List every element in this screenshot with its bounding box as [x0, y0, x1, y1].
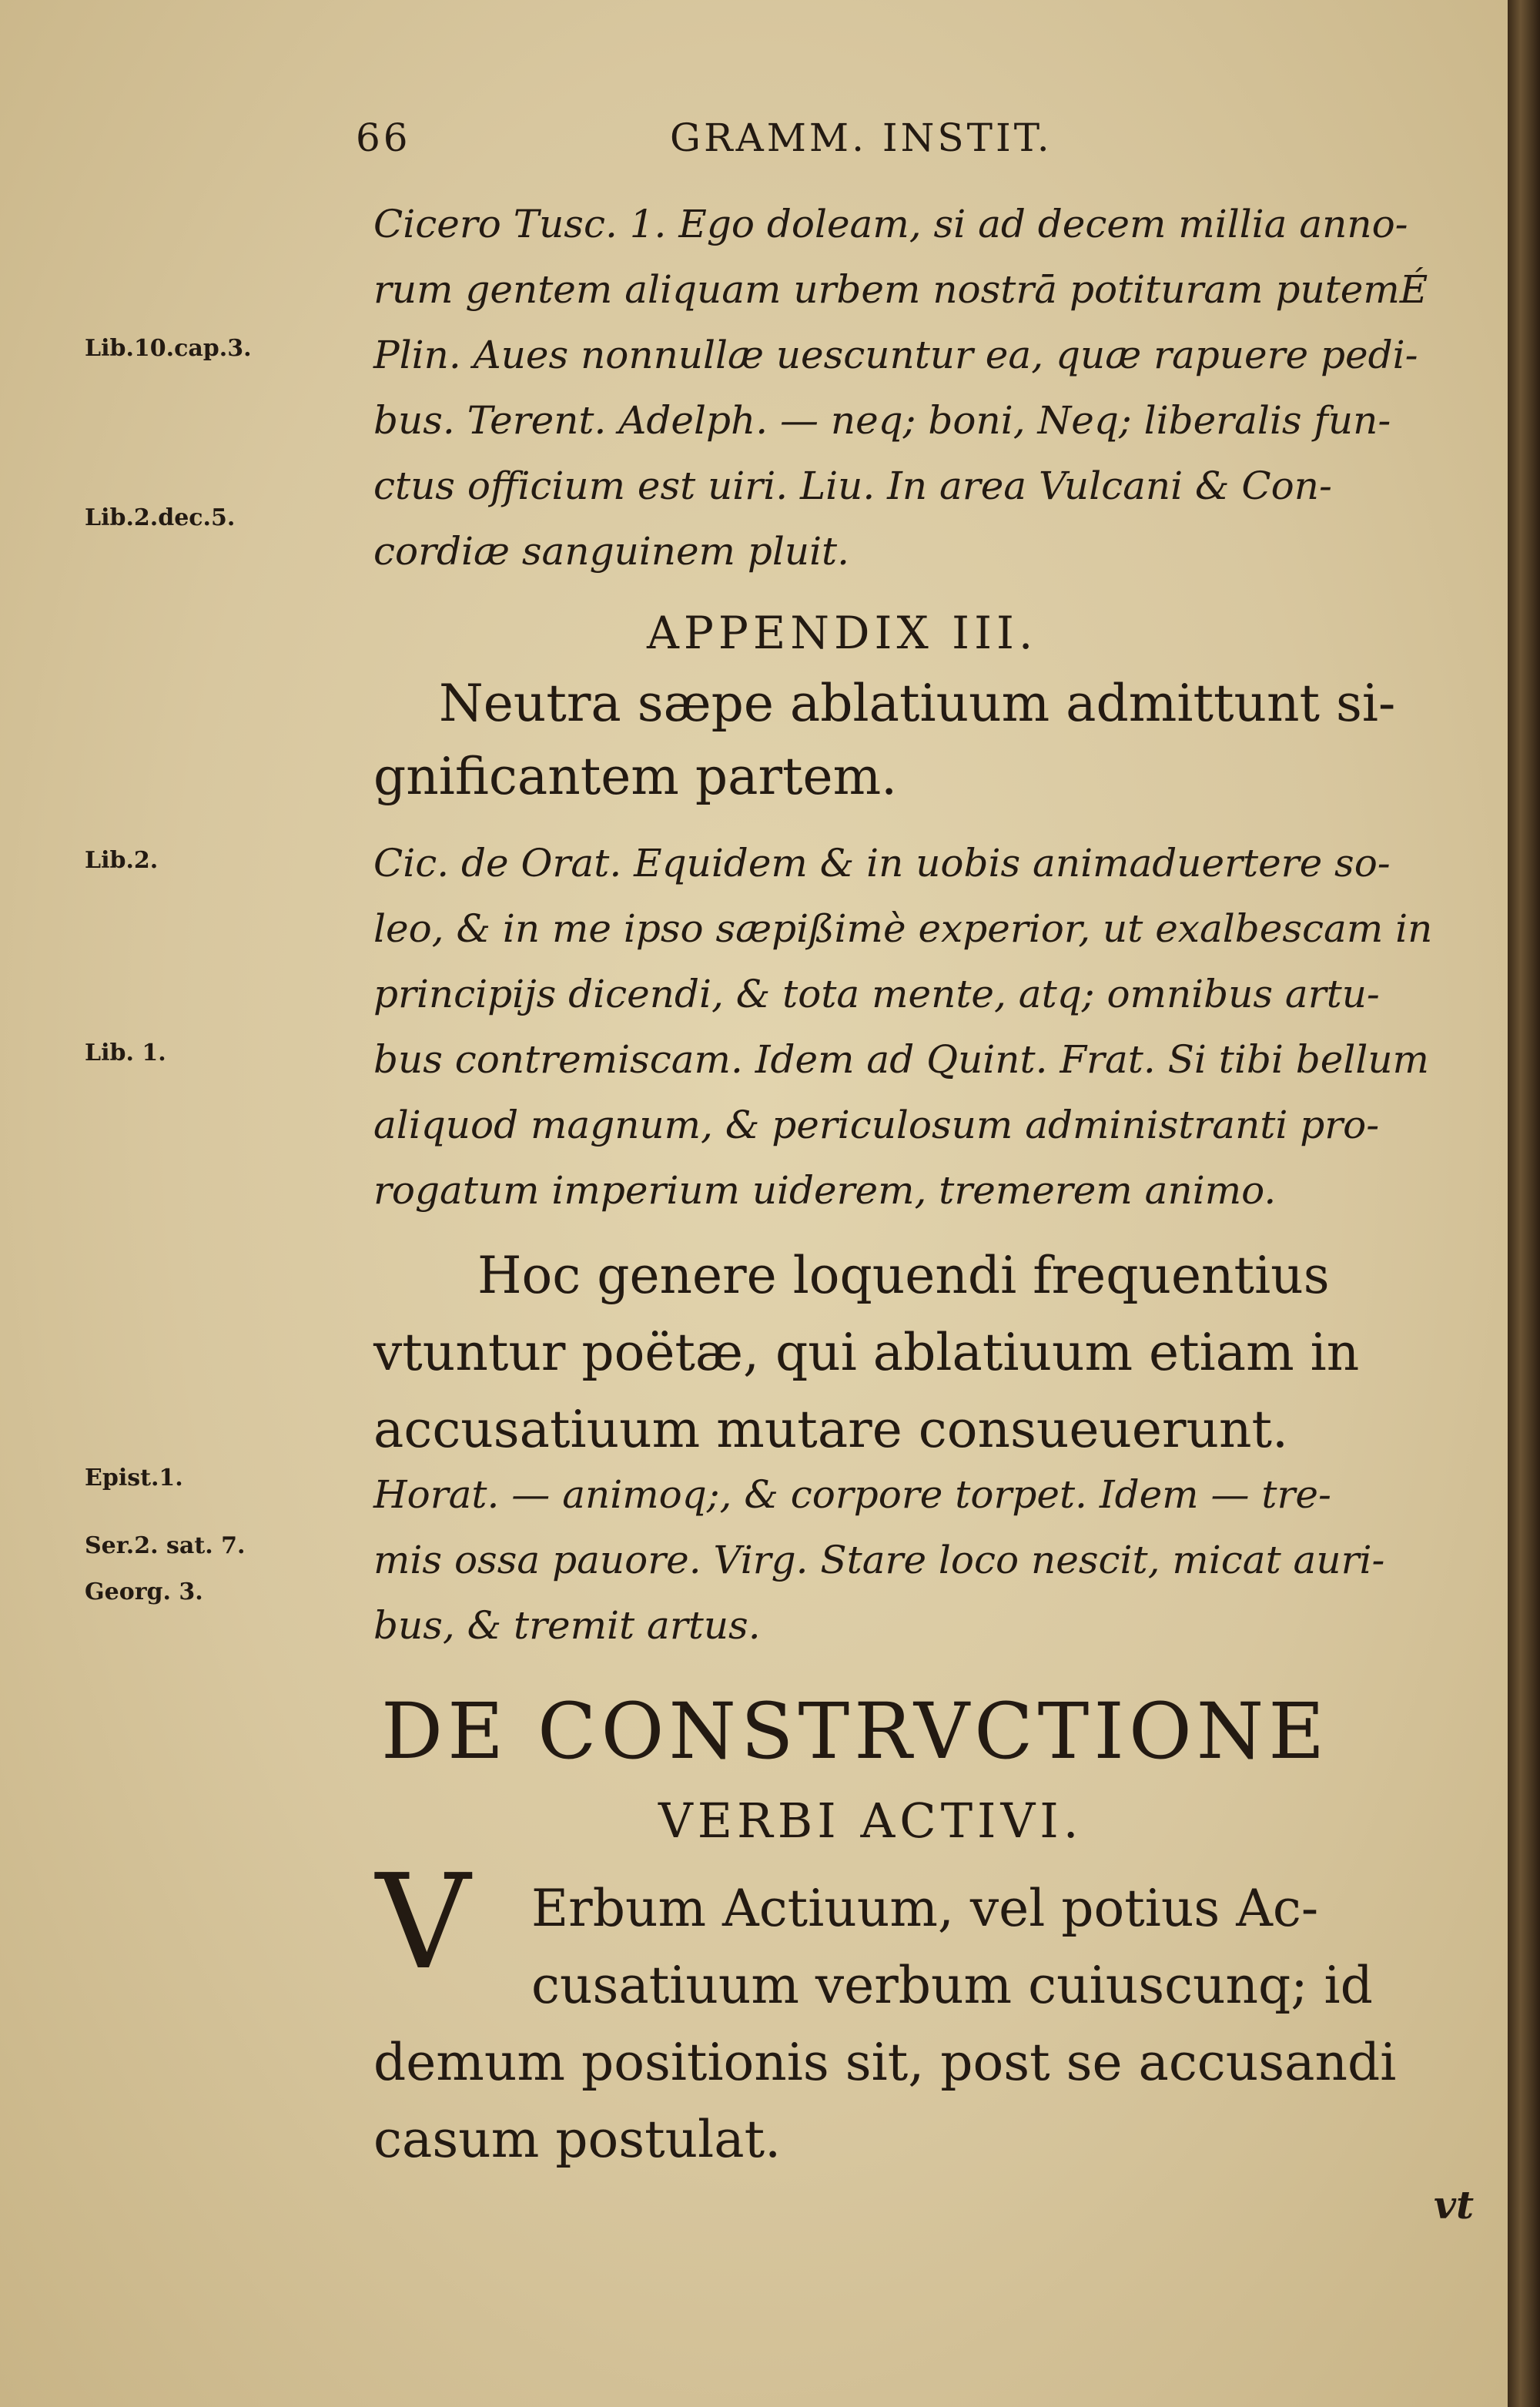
margin-note: Lib.2.dec.5.: [85, 504, 236, 531]
margin-note: Ser.2. sat. 7.: [85, 1532, 246, 1559]
text-line: cusatiuum verbum cuiuscunq; id: [531, 1956, 1373, 2015]
running-title: GRAMM. INSTIT.: [670, 115, 1053, 160]
drop-cap: V: [376, 1846, 470, 1999]
text-line: Erbum Actiuum, vel potius Ac-: [531, 1879, 1319, 1938]
text-line: rum gentem aliquam urbem nostrā potituram putemÉ: [373, 267, 1428, 312]
section-subheading: VERBI ACTIVI.: [658, 1793, 1083, 1849]
text-line: Cicero Tusc. 1. Ego doleam, si ad decem millia anno-: [373, 202, 1408, 246]
text-line: aliquod magnum, & periculosum administranti pro-: [373, 1103, 1380, 1147]
text-line: leo, & in me ipso sæpißimè experior, ut exalbescam in: [373, 906, 1433, 951]
margin-note: Lib.10.cap.3.: [85, 335, 252, 362]
text-line: Cic. de Orat. Equidem & in uobis animaduertere so-: [373, 841, 1391, 885]
text-line: principijs dicendi, & tota mente, atq; omnibus artu-: [373, 972, 1380, 1016]
text-line: cordiæ sanguinem pluit.: [373, 529, 850, 574]
text-line: vtuntur poëtæ, qui ablatiuum etiam in: [373, 1323, 1360, 1382]
text-line: bus, & tremit artus.: [373, 1603, 761, 1648]
text-line: rogatum imperium uiderem, tremerem animo.: [373, 1168, 1277, 1213]
page-number: 66: [356, 115, 411, 160]
margin-note: Lib.2.: [85, 847, 159, 874]
text-line: bus contremiscam. Idem ad Quint. Frat. Si tibi bellum: [373, 1037, 1429, 1082]
book-edge: [1508, 0, 1540, 2407]
margin-note: Epist.1.: [85, 1465, 183, 1491]
text-line: Neutra sæpe ablatiuum admittunt si-: [439, 674, 1396, 733]
text-line: casum postulat.: [373, 2110, 782, 2169]
text-line: mis ossa pauore. Virg. Stare loco nescit, micat auri-: [373, 1538, 1385, 1582]
margin-note: Georg. 3.: [85, 1578, 203, 1605]
text-line: demum positionis sit, post se accusandi: [373, 2033, 1397, 2092]
text-line: accusatiuum mutare consueuerunt.: [373, 1400, 1289, 1459]
section-heading: DE CONSTRVCTIONE: [381, 1686, 1330, 1776]
catchword: vt: [1434, 2182, 1475, 2228]
text-line: Horat. — animoq;, & corpore torpet. Idem — tre-: [373, 1472, 1331, 1517]
text-line: Hoc genere loquendi frequentius: [477, 1246, 1330, 1305]
appendix-heading: APPENDIX III.: [647, 607, 1038, 659]
text-line: gnificantem partem.: [373, 747, 898, 806]
text-line: Plin. Aues nonnullæ uescuntur ea, quæ rapuere pedi-: [373, 333, 1418, 377]
margin-note: Lib. 1.: [85, 1039, 166, 1066]
text-line: ctus officium est uiri. Liu. In area Vulcani & Con-: [373, 464, 1332, 508]
text-line: bus. Terent. Adelph. — neq; boni, Neq; liberalis fun-: [373, 398, 1391, 443]
